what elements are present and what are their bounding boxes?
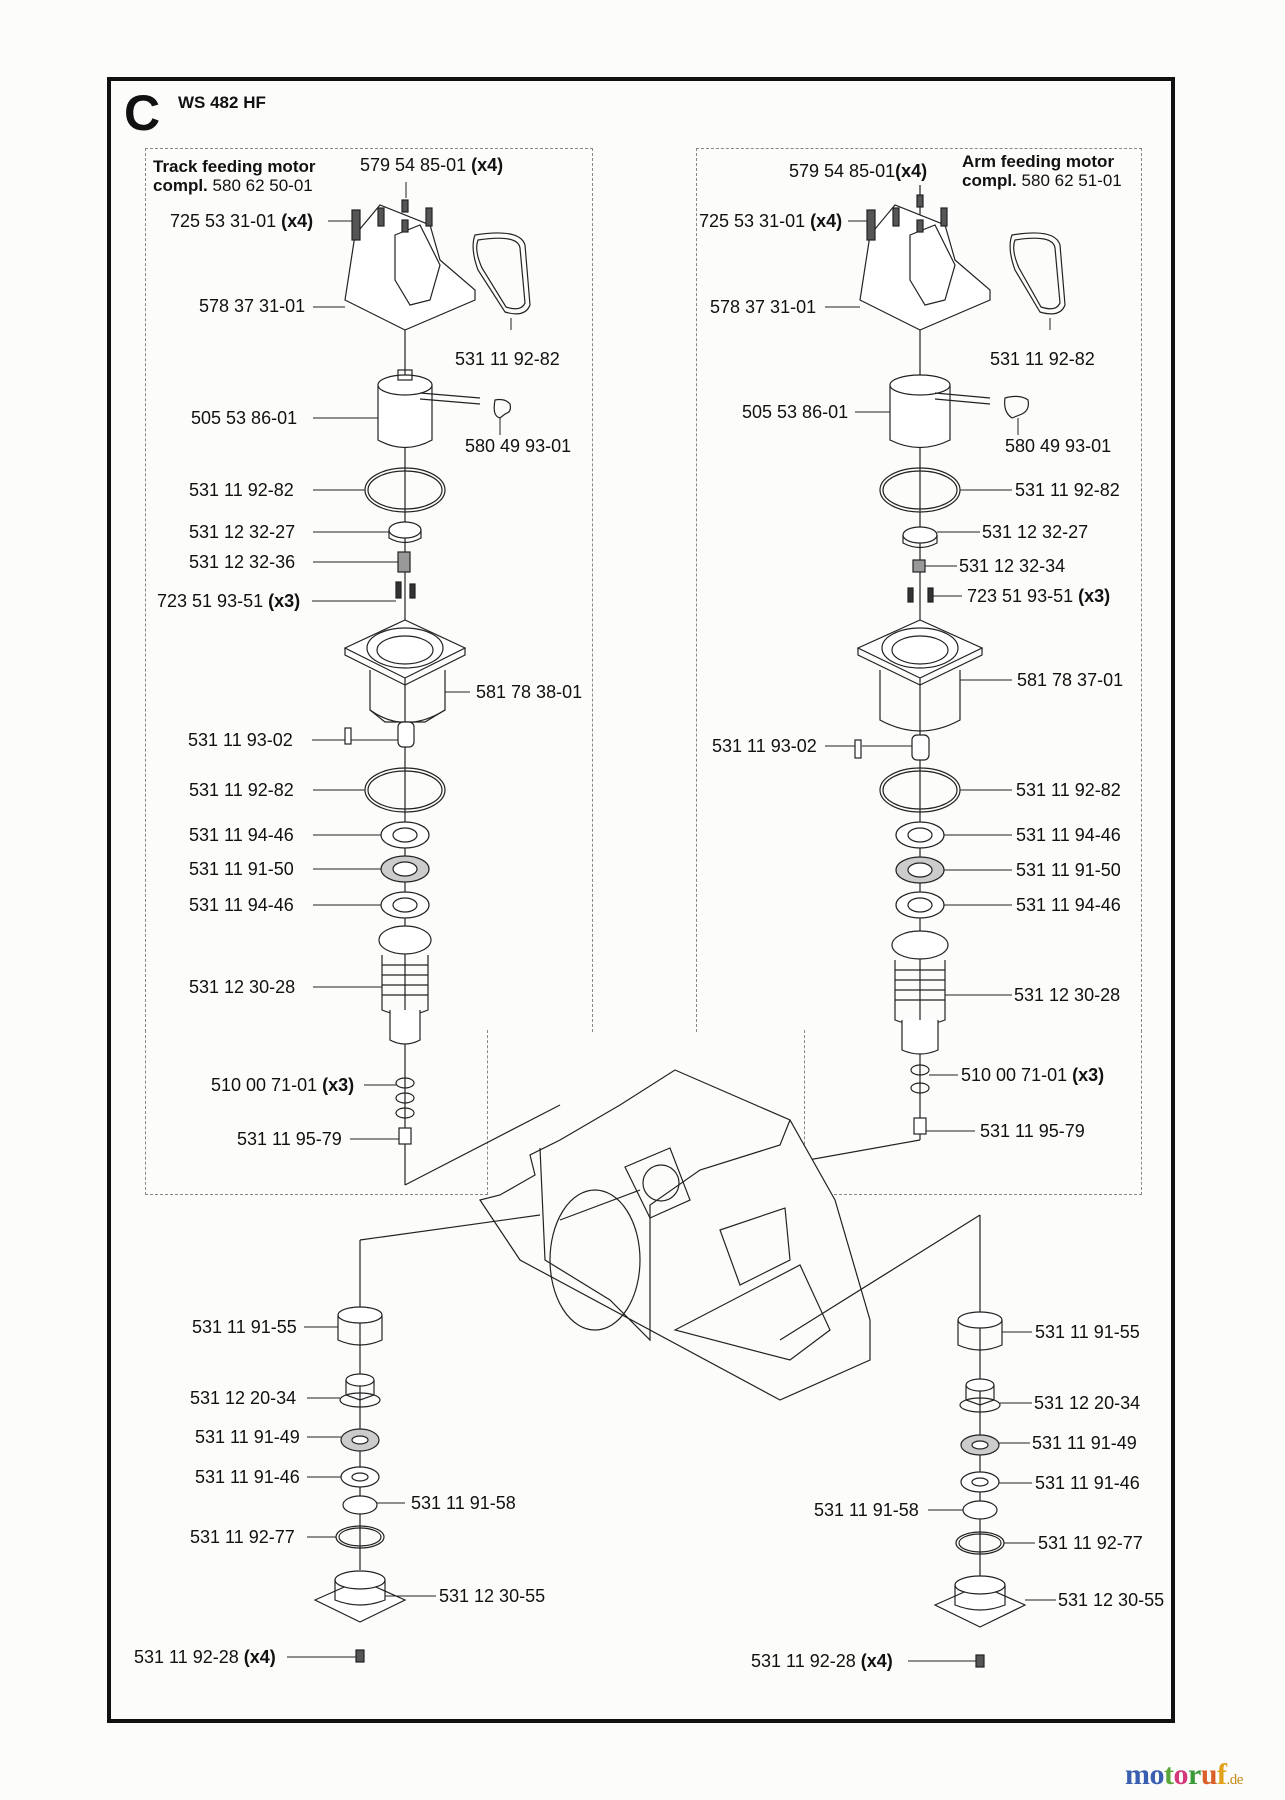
part-label: 531 12 32-34 bbox=[959, 556, 1066, 576]
part-label: 531 11 91-55 bbox=[192, 1317, 297, 1337]
part-label: 531 12 32-27 bbox=[189, 522, 296, 542]
part-label: 581 78 38-01 bbox=[476, 682, 583, 702]
part-label: 531 12 20-34 bbox=[190, 1388, 297, 1408]
part-label: 531 11 92-82 bbox=[990, 349, 1095, 369]
part-label: 578 37 31-01 bbox=[710, 297, 817, 317]
watermark-letter: u bbox=[1200, 1758, 1218, 1791]
part-label: 531 11 92-82 bbox=[1015, 480, 1120, 500]
part-label: 531 12 30-28 bbox=[189, 977, 296, 997]
part-label: 581 78 37-01 bbox=[1017, 670, 1124, 690]
part-label: 531 11 91-49 bbox=[195, 1427, 300, 1447]
part-label: 723 51 93-51 (x3) bbox=[157, 591, 301, 611]
section-letter: C bbox=[124, 85, 161, 141]
part-label: 531 11 93-02 bbox=[712, 736, 817, 756]
part-label: 531 11 92-82 bbox=[1016, 780, 1121, 800]
part-label: 505 53 86-01 bbox=[191, 408, 298, 428]
part-label: 531 11 91-55 bbox=[1035, 1322, 1140, 1342]
motoruf-watermark bbox=[1125, 1758, 1243, 1792]
part-label: 579 54 85-01(x4) bbox=[789, 161, 928, 181]
part-label: 531 11 92-28 (x4) bbox=[751, 1651, 893, 1671]
part-label: 531 11 91-46 bbox=[195, 1467, 300, 1487]
watermark-suffix: .de bbox=[1226, 1772, 1243, 1788]
watermark-letter: t bbox=[1164, 1758, 1174, 1791]
watermark-letter: o bbox=[1173, 1758, 1188, 1791]
part-label: 580 49 93-01 bbox=[1005, 436, 1112, 456]
part-label: 531 12 30-55 bbox=[1058, 1590, 1165, 1610]
part-label: 531 11 92-77 bbox=[190, 1527, 295, 1547]
watermark-letter: f bbox=[1217, 1758, 1227, 1791]
part-label: 531 11 91-50 bbox=[1016, 860, 1121, 880]
watermark-letter: m bbox=[1125, 1758, 1150, 1791]
part-label: 510 00 71-01 (x3) bbox=[961, 1065, 1105, 1085]
part-label: 531 11 94-46 bbox=[1016, 895, 1121, 915]
part-label: 531 11 91-49 bbox=[1032, 1433, 1137, 1453]
left-assembly-title: Track feeding motor compl. 580 62 50-01 bbox=[153, 157, 316, 195]
part-label: 531 11 94-46 bbox=[1016, 825, 1121, 845]
part-label: 531 11 92-77 bbox=[1038, 1533, 1143, 1553]
part-label: 531 11 95-79 bbox=[980, 1121, 1085, 1141]
part-label: 579 54 85-01 (x4) bbox=[360, 155, 504, 175]
part-label: 531 11 92-82 bbox=[455, 349, 560, 369]
part-label: 531 11 91-50 bbox=[189, 859, 294, 879]
part-label: 531 11 91-58 bbox=[814, 1500, 919, 1520]
part-label: 531 11 95-79 bbox=[237, 1129, 342, 1149]
part-label: 510 00 71-01 (x3) bbox=[211, 1075, 355, 1095]
part-label: 531 12 32-36 bbox=[189, 552, 296, 572]
part-label: 531 12 32-27 bbox=[982, 522, 1089, 542]
part-label: 723 51 93-51 (x3) bbox=[967, 586, 1111, 606]
right-assembly-title: Arm feeding motor compl. 580 62 51-01 bbox=[962, 152, 1122, 190]
part-label: 531 12 30-28 bbox=[1014, 985, 1121, 1005]
part-label: 531 11 92-82 bbox=[189, 480, 294, 500]
part-label: 531 11 92-82 bbox=[189, 780, 294, 800]
part-label: 531 11 93-02 bbox=[188, 730, 293, 750]
part-label: 505 53 86-01 bbox=[742, 402, 849, 422]
part-label: 531 11 94-46 bbox=[189, 825, 294, 845]
part-label: 531 11 92-28 (x4) bbox=[134, 1647, 276, 1667]
model-title: WS 482 HF bbox=[178, 93, 266, 112]
watermark-letter: r bbox=[1188, 1758, 1201, 1791]
part-label: 725 53 31-01 (x4) bbox=[170, 211, 314, 231]
part-label: 531 12 20-34 bbox=[1034, 1393, 1141, 1413]
part-label: 578 37 31-01 bbox=[199, 296, 306, 316]
watermark-letter: o bbox=[1149, 1758, 1164, 1791]
part-label: 531 11 94-46 bbox=[189, 895, 294, 915]
part-label: 725 53 31-01 (x4) bbox=[699, 211, 843, 231]
part-label: 531 12 30-55 bbox=[439, 1586, 546, 1606]
part-label: 580 49 93-01 bbox=[465, 436, 572, 456]
part-label: 531 11 91-46 bbox=[1035, 1473, 1140, 1493]
part-label: 531 11 91-58 bbox=[411, 1493, 516, 1513]
